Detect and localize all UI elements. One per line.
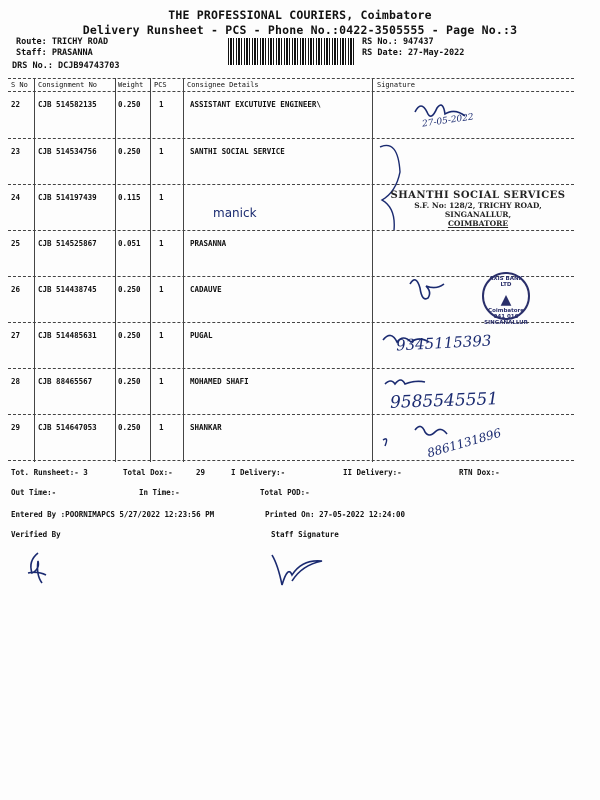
cell-consignment: CJB 514197439 [38, 193, 97, 202]
staff-signature [272, 555, 322, 585]
cell-weight: 0.115 [118, 193, 141, 202]
i-delivery: I Delivery:- [231, 468, 286, 477]
mark-row-29 [383, 439, 387, 446]
cell-weight: 0.250 [118, 100, 141, 109]
stamp-line1: SHANTHI SOCIAL SERVICES [390, 190, 566, 201]
runsheet-subtitle: Delivery Runsheet - PCS - Phone No.:0422-3505555 - Page No.:3 [82, 23, 518, 37]
column-header-consignee: Consignee Details [187, 81, 259, 89]
stamp-line3: SINGANALLUR, [444, 210, 512, 219]
cell-pcs: 1 [159, 147, 164, 156]
cell-consignee: CADAUVE [190, 285, 222, 294]
column-header-signature: Signature [377, 81, 415, 89]
tot-runsheet: Tot. Runsheet:- 3 [11, 468, 88, 477]
handwritten-phone-row29: 8861131896 [425, 425, 503, 461]
cell-consignee: ASSISTANT EXCUTUIVE ENGINEER\ [190, 100, 321, 109]
cell-weight: 0.250 [118, 377, 141, 386]
cell-consignee: SHANKAR [190, 423, 222, 432]
cell-pcs: 1 [159, 331, 164, 340]
cell-sno: 23 [11, 147, 21, 156]
cell-sno: 22 [11, 100, 21, 109]
cell-weight: 0.250 [118, 147, 141, 156]
cell-weight: 0.051 [118, 239, 141, 248]
signature-row-28 [385, 380, 425, 384]
rtn-dox: RTN Dox:- [459, 468, 500, 477]
rs-date: RS Date: 27-May-2022 [362, 48, 465, 58]
cell-weight: 0.250 [118, 423, 141, 432]
verified-by: Verified By [11, 530, 61, 539]
bank-seal-top: AXIS BANK LTD [489, 276, 523, 288]
column-divider [34, 78, 35, 462]
route-label: Route: TRICHY ROAD [16, 37, 109, 47]
handwritten-phone-row27: 9345115393 [395, 331, 492, 355]
company-stamp [388, 190, 568, 228]
rs-number: RS No.: 947437 [362, 37, 434, 47]
cell-consignment: CJB 514647053 [38, 423, 97, 432]
column-header-pcs: PCS [154, 81, 167, 89]
total-dox-value: 29 [196, 468, 206, 477]
entered-by: Entered By :POORNIMAPCS 5/27/2022 12:23:56 PM [11, 510, 215, 519]
table-top-rule [8, 78, 574, 79]
stamp-line2: S.F. No: 128/2, TRICHY ROAD, [414, 201, 542, 210]
cell-sno: 27 [11, 331, 21, 340]
cell-sno: 26 [11, 285, 21, 294]
verified-signature [28, 553, 46, 583]
column-divider [150, 78, 151, 462]
cell-sno: 25 [11, 239, 21, 248]
staff-label: Staff: PRASANNA [16, 48, 93, 58]
ii-delivery: II Delivery:- [343, 468, 402, 477]
bank-seal-mid: Coimbatore 041 016 [488, 308, 524, 320]
footer-signatures-svg [10, 545, 350, 595]
cell-consignment: CJB 514534756 [38, 147, 97, 156]
in-time: In Time:- [139, 488, 180, 497]
cell-pcs: 1 [159, 423, 164, 432]
column-divider [372, 78, 373, 462]
cell-pcs: 1 [159, 193, 164, 202]
cell-pcs: 1 [159, 100, 164, 109]
handwritten-phone-row28: 9585545551 [389, 389, 499, 413]
handwritten-date-row22: 27-05-2022 [421, 112, 475, 130]
cell-consignee: PUGAL [190, 331, 213, 340]
signature-row-29 [415, 426, 447, 435]
cell-consignment: CJB 514485631 [38, 331, 97, 340]
cell-consignment: CJB 514438745 [38, 285, 97, 294]
column-divider [115, 78, 116, 462]
cell-sno: 28 [11, 377, 21, 386]
barcode-image [228, 38, 354, 65]
cell-consignee: SANTHI SOCIAL SERVICE [190, 147, 285, 156]
cell-pcs: 1 [159, 239, 164, 248]
total-dox-label: Total Dox:- [123, 468, 173, 477]
stamp-line4: COIMBATORE [447, 219, 509, 228]
handwritten-name-row24: manick [213, 206, 257, 220]
column-header-weight: Weight [118, 81, 144, 89]
bank-seal-bottom: SINGANALLUR [484, 320, 528, 326]
company-title: THE PROFESSIONAL COURIERS, Coimbatore [168, 8, 432, 22]
cell-weight: 0.250 [118, 285, 141, 294]
cell-consignee: PRASANNA [190, 239, 227, 248]
signature-row-26 [410, 280, 444, 299]
axis-logo-icon: ▲ [500, 292, 512, 308]
cell-pcs: 1 [159, 377, 164, 386]
cell-weight: 0.250 [118, 331, 141, 340]
cell-consignment: CJB 88465567 [38, 377, 93, 386]
drs-number: DRS No.: DCJB94743703 [12, 61, 120, 71]
staff-signature-label: Staff Signature [271, 530, 339, 539]
cell-consignment: CJB 514582135 [38, 100, 97, 109]
column-header-sno: S No [11, 81, 28, 89]
column-header-consignment: Consignment No [38, 81, 98, 89]
printed-on: Printed On: 27-05-2022 12:24:00 [265, 510, 405, 519]
column-divider [183, 78, 184, 462]
cell-sno: 29 [11, 423, 21, 432]
cell-consignment: CJB 514525867 [38, 239, 97, 248]
bank-seal [482, 272, 530, 326]
total-pod: Total POD:- [260, 488, 310, 497]
cell-sno: 24 [11, 193, 21, 202]
out-time: Out Time:- [11, 488, 57, 497]
cell-pcs: 1 [159, 285, 164, 294]
cell-consignee: MOHAMED SHAFI [190, 377, 249, 386]
